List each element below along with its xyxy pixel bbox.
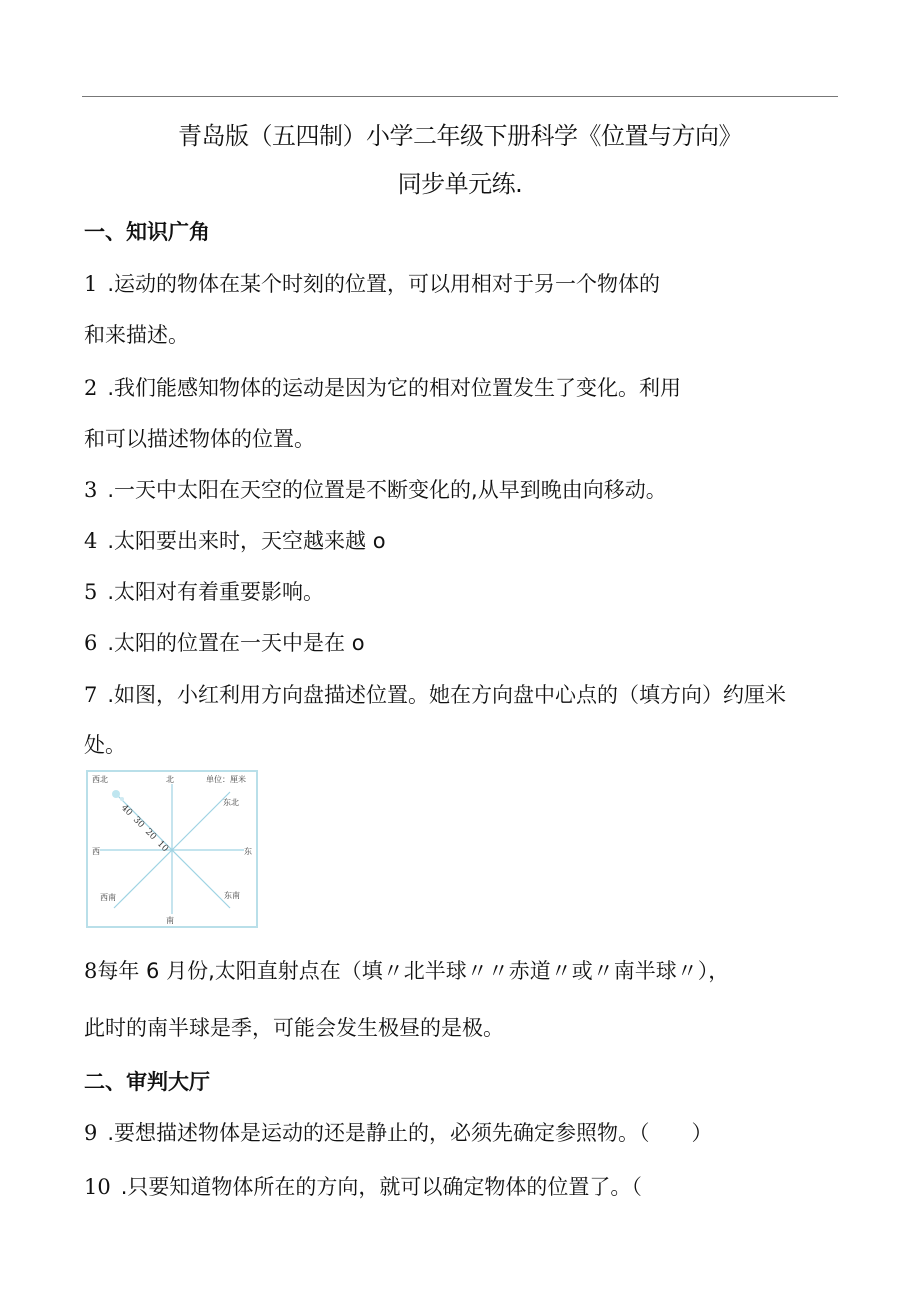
page-title-line1: 青岛版（五四制）小学二年级下册科学《位置与方向》	[178, 122, 742, 150]
question-10-number: 10	[84, 1175, 111, 1199]
question-8	[84, 955, 729, 985]
compass-label-south: 南	[166, 916, 174, 925]
page-title-line2: 同步单元练.	[397, 170, 523, 198]
question-3	[84, 474, 667, 504]
question-4	[84, 525, 386, 555]
compass-label-north: 北	[166, 775, 174, 784]
compass-diagram	[86, 770, 258, 928]
compass-scale-20: 20	[142, 827, 159, 843]
question-7-continued: 处。	[84, 733, 126, 757]
compass-scale-40: 40	[118, 803, 135, 819]
question-5	[84, 576, 324, 606]
question-7-text-a: .如图，小红利用方向盘描述位置。她在方向盘中心点的（填方向）约厘米	[107, 683, 787, 707]
compass-scale-30: 30	[130, 815, 147, 831]
question-10-text: .只要知道物体所在的方向，就可以确定物体的位置了。（	[120, 1175, 642, 1199]
question-1-continued: 和来描述。	[84, 323, 189, 347]
question-4-text: .太阳要出来时，天空越来越 o	[107, 529, 386, 553]
question-7-number: 7	[84, 683, 98, 707]
question-5-text: .太阳对有着重要影响。	[107, 580, 325, 604]
question-6-text: .太阳的位置在一天中是在 o	[107, 631, 365, 655]
question-6-number: 6	[84, 631, 98, 655]
question-2-continued: 和可以描述物体的位置。	[84, 427, 315, 451]
compass-label-northeast: 东北	[223, 798, 239, 807]
section1-heading: 一、知识广角	[84, 220, 210, 244]
question-7	[84, 679, 786, 709]
xiaohong-marker-trail	[120, 797, 124, 801]
question-8-number: 8	[84, 959, 98, 983]
question-4-number: 4	[84, 529, 98, 553]
question-5-number: 5	[84, 580, 98, 604]
xiaohong-marker	[112, 790, 120, 798]
section2-heading: 二、审判大厅	[84, 1070, 210, 1094]
question-10	[84, 1171, 642, 1201]
question-3-number: 3	[84, 478, 98, 502]
question-2-number: 2	[84, 376, 98, 400]
question-9-text: .要想描述物体是运动的还是静止的，必须先确定参照物。（ ）	[107, 1121, 713, 1145]
question-9-number: 9	[84, 1121, 98, 1145]
question-1-text-a: .运动的物体在某个时刻的位置，可以用相对于另一个物体的	[107, 272, 661, 296]
compass-scale-10: 10	[154, 839, 171, 855]
question-3-text: .一天中太阳在天空的位置是不断变化的,从早到晚由向移动。	[107, 478, 667, 502]
compass-label-west: 西	[92, 847, 100, 856]
question-8-text-a: 每年 6 月份,太阳直射点在（填〃北半球〃〃赤道〃或〃南半球〃），	[97, 959, 730, 983]
question-9	[84, 1117, 713, 1147]
question-1	[84, 268, 660, 298]
compass-label-southeast: 东南	[224, 891, 240, 900]
question-1-number: 1	[84, 272, 98, 296]
question-6	[84, 627, 365, 657]
compass-label-northwest: 西北	[92, 775, 108, 784]
question-8-continued: 此时的南半球是季，可能会发生极昼的是极。	[84, 1016, 504, 1040]
question-2	[84, 372, 681, 402]
compass-label-southwest: 西南	[100, 893, 116, 902]
header-rule	[82, 96, 838, 97]
compass-label-unit: 单位：厘米	[206, 775, 246, 784]
compass-figure	[86, 770, 258, 928]
question-2-text-a: .我们能感知物体的运动是因为它的相对位置发生了变化。利用	[107, 376, 682, 400]
compass-label-east: 东	[244, 847, 252, 856]
